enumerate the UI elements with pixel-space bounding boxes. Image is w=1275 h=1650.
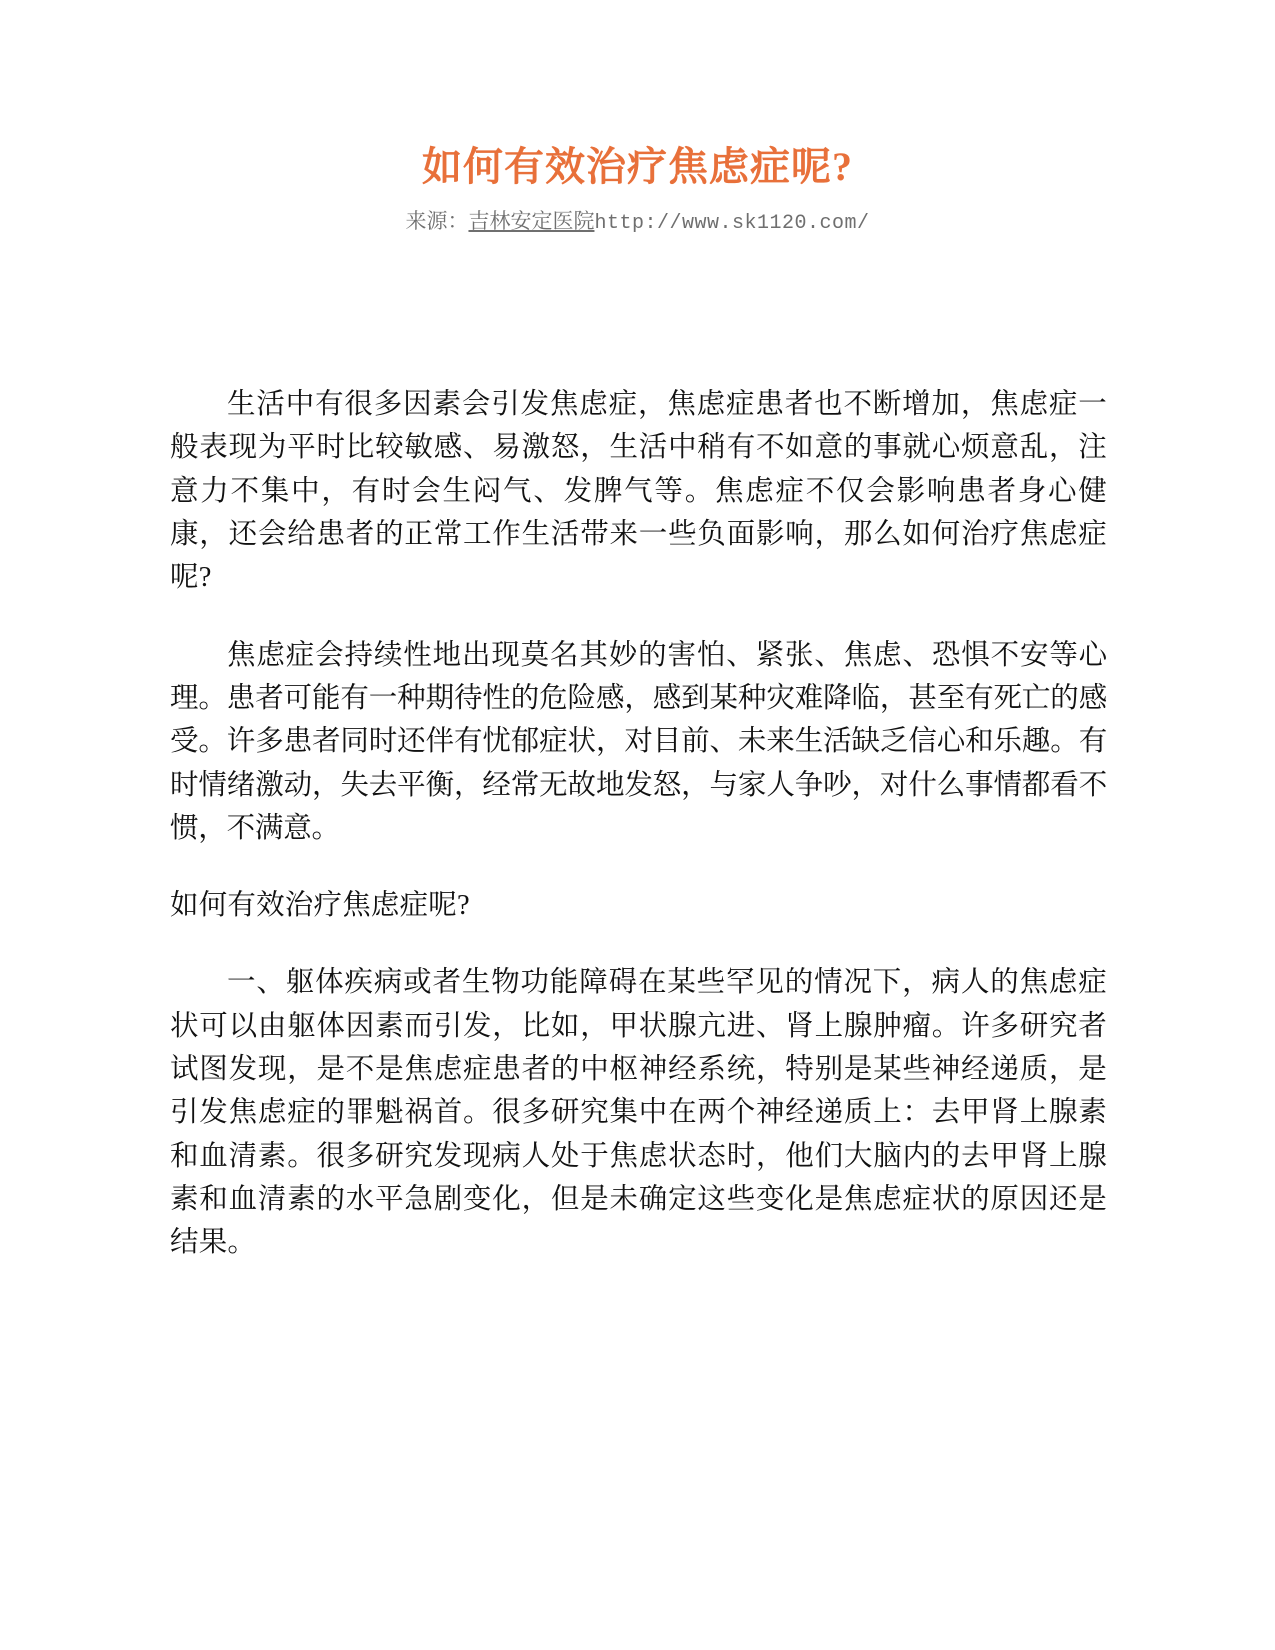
page-title: 如何有效治疗焦虑症呢? xyxy=(422,144,853,189)
source-label: 来源： xyxy=(405,209,469,233)
source-url[interactable]: http://www.sk1120.com/ xyxy=(594,212,870,235)
paragraph-1: 生活中有很多因素会引发焦虑症，焦虑症患者也不断增加，焦虑症一般表现为平时比较敏感、易激怒，生活中稍有不如意的事就心烦意乱，注意力不集中，有时会生闷气、发脾气等。焦虑症不仅会影响患者身心健康，还会给患者的正常工作生活带来一些负面影响，那么如何治疗焦虑症呢? xyxy=(170,389,1107,594)
section-question: 如何有效治疗焦虑症呢? xyxy=(170,890,470,922)
paragraph-3: 一、躯体疾病或者生物功能障碍在某些罕见的情况下，病人的焦虑症状可以由躯体因素而引发，比如，甲状腺亢进、肾上腺肿瘤。许多研究者试图发现，是不是焦虑症患者的中枢神经系统，特别是某些神经递质，是引发焦虑症的罪魁祸首。很多研究集中在两个神经递质上：去甲肾上腺素和血清素。很多研究发现病人处于焦虑状态时，他们大脑内的去甲肾上腺素和血清素的水平急剧变化，但是未确定这些变化是焦虑症状的原因还是结果。 xyxy=(170,967,1107,1259)
source-hospital-link[interactable]: 吉林安定医院 xyxy=(468,209,595,233)
paragraph-2: 焦虑症会持续性地出现莫名其妙的害怕、紧张、焦虑、恐惧不安等心理。患者可能有一种期待性的危险感，感到某种灾难降临，甚至有死亡的感受。许多患者同时还伴有忧郁症状，对目前、未来生活缺乏信心和乐趣。有时情绪激动，失去平衡，经常无故地发怒，与家人争吵，对什么事情都看不惯，不满意。 xyxy=(170,639,1107,844)
document-body xyxy=(0,383,1275,1265)
source-line xyxy=(0,205,1275,235)
